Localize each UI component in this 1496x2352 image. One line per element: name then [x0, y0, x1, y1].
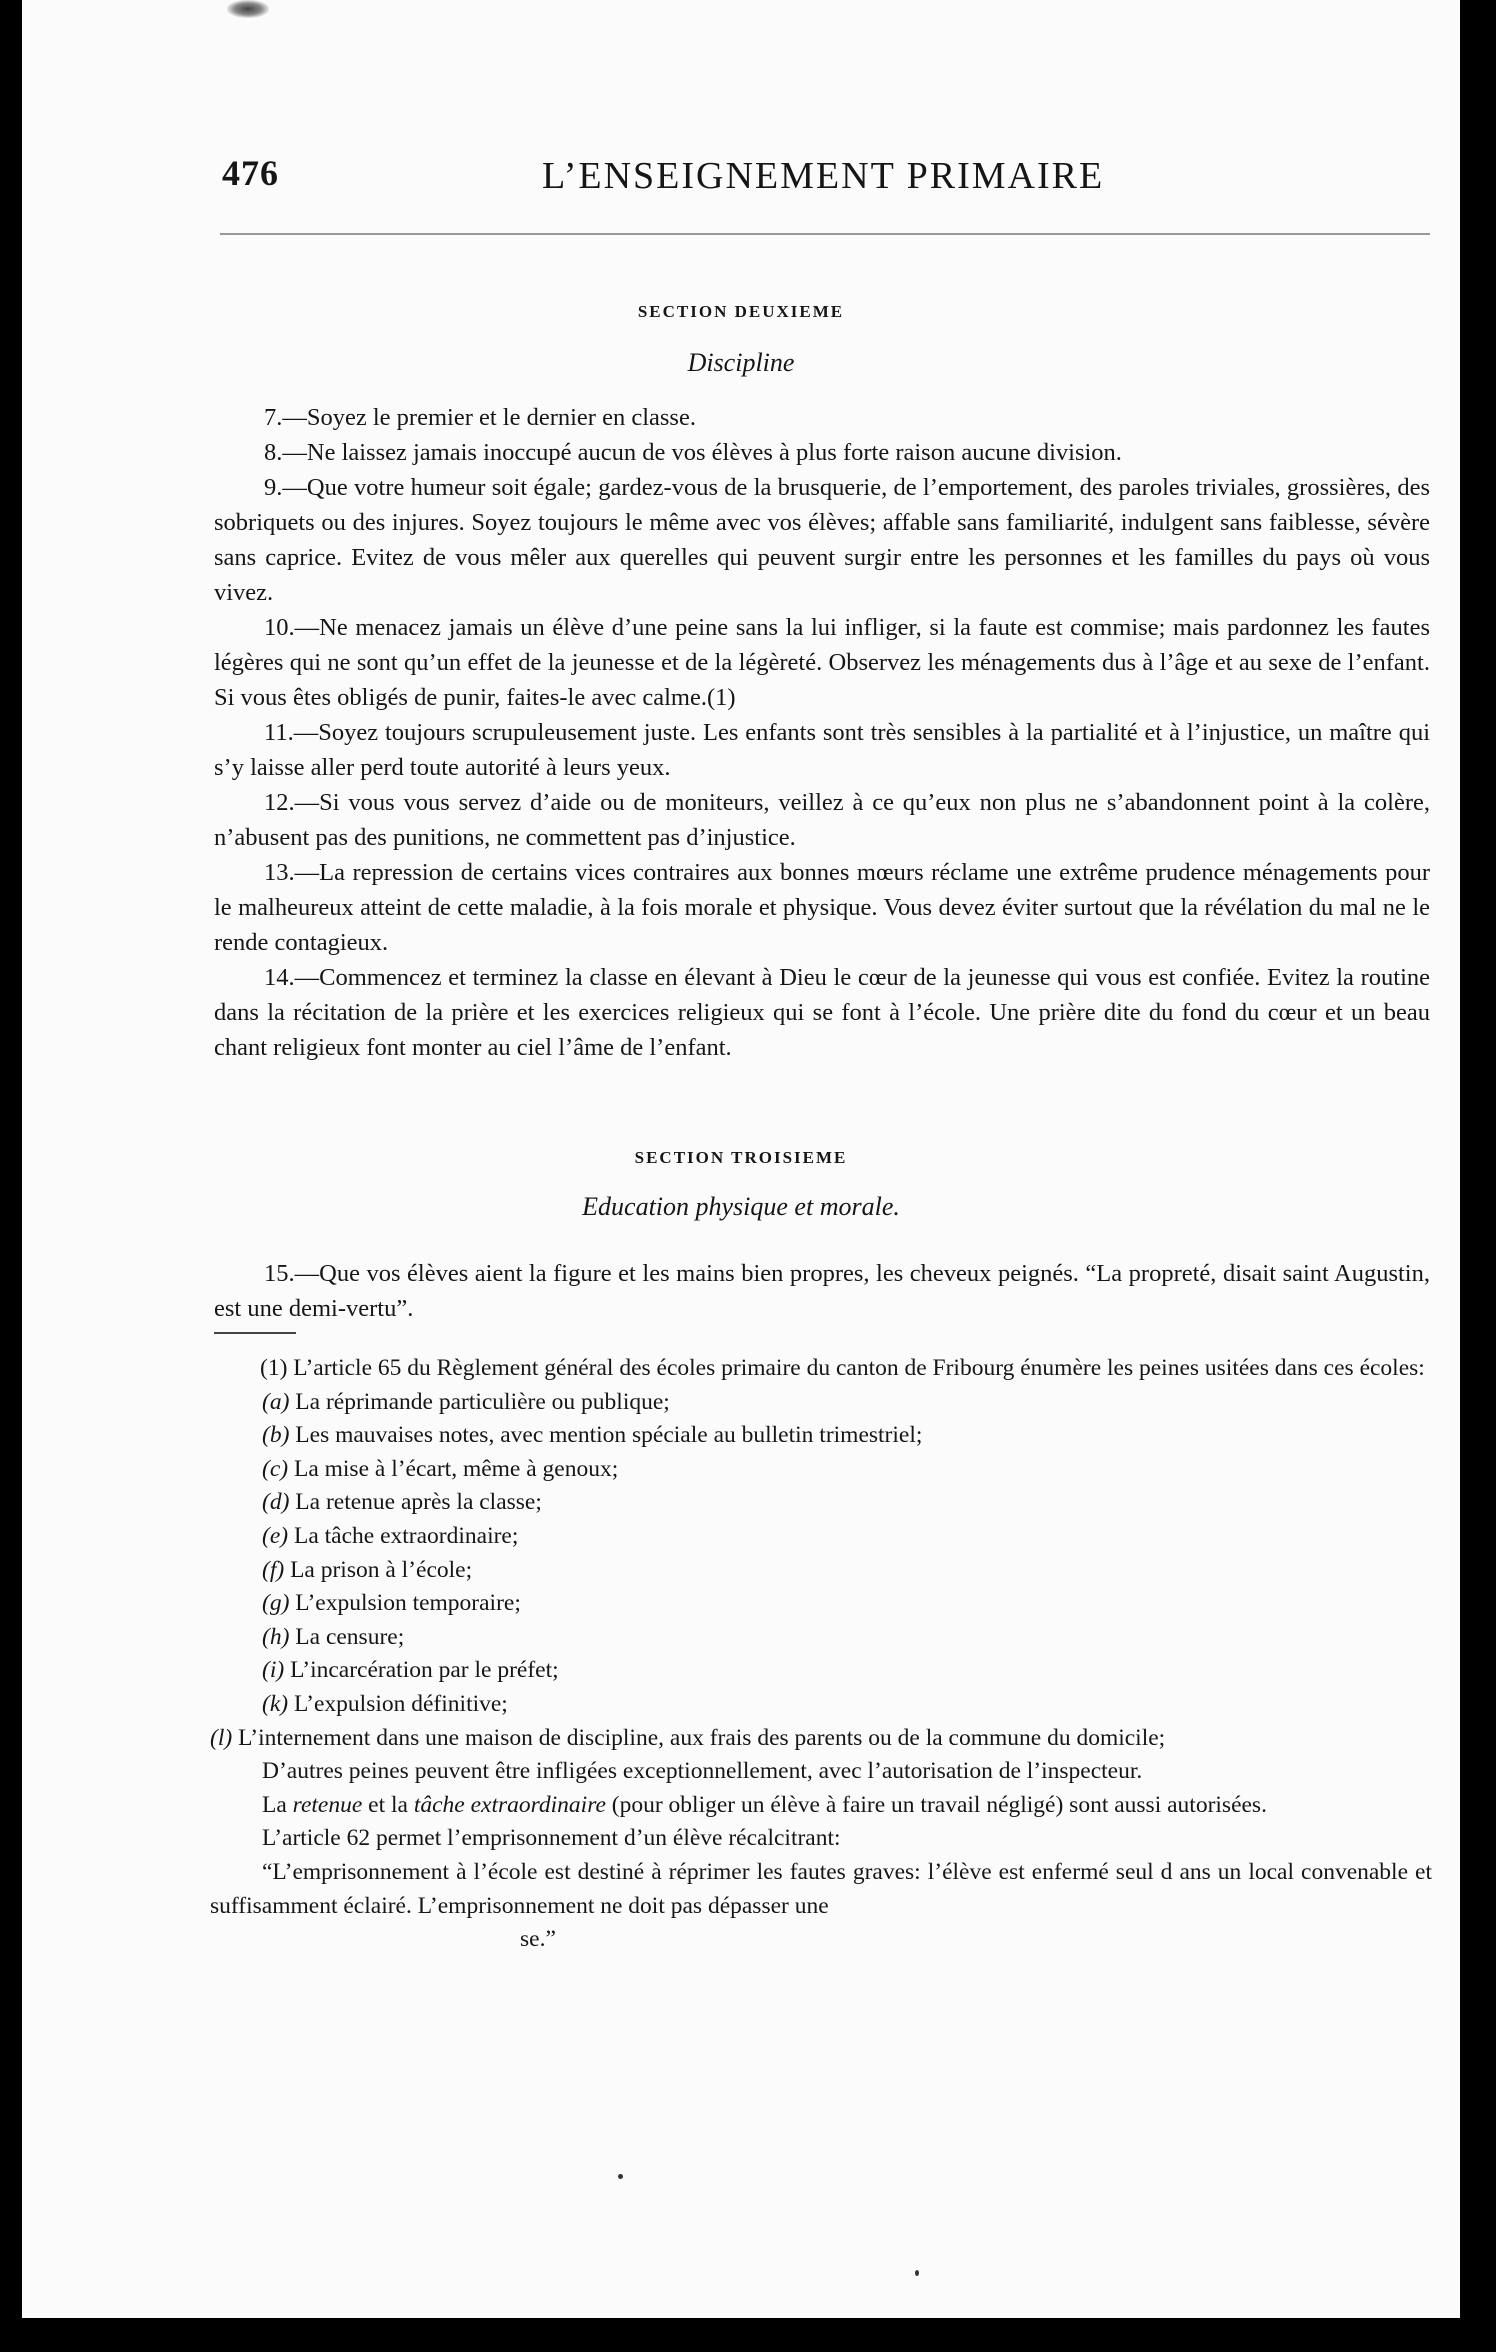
running-title: L’ENSEIGNEMENT PRIMAIRE — [542, 155, 1105, 197]
section-title-troisieme: SECTION TROISIEME — [634, 1148, 848, 1167]
running-head — [22, 150, 1460, 210]
authorized-term-retenue: retenue — [292, 1791, 363, 1818]
rule-paragraph: 9.—Que votre humeur soit égale; gardez-vous de la brusquerie, de l’emportement, des paroles triviales, grossières, des sobriquets ou des injures. Soyez toujours le même avec vos élèves; affable sans familiarité, indulgent sans faiblesse, sévère sans caprice. Evitez de vous mêler aux querelles qui peuvent surgir entre les personnes et les familles du pays où vous vivez. — [214, 474, 1430, 606]
footnote-authorized — [210, 1789, 1432, 1823]
penalty-letter: (g) — [262, 1590, 290, 1617]
footnote-quote-end: se.” — [520, 1926, 556, 1953]
rule-paragraph: 15.—Que vos élèves aient la figure et les mains bien propres, les cheveux peignés. “La propreté, disait saint Augustin, est une demi-vertu”. — [214, 1260, 1430, 1322]
penalty-text: L’internement dans une maison de discipline, aux frais des parents ou de la commune du domicile; — [238, 1724, 1166, 1751]
discipline-rules — [214, 400, 1430, 1065]
penalty-letter: (l) — [210, 1724, 233, 1751]
authorized-rest: (pour obliger un élève à faire un travail négligé) sont aussi autorisées. — [611, 1791, 1267, 1818]
penalty-item — [262, 1520, 1432, 1554]
penalty-text: La réprimande particulière ou publique; — [295, 1388, 670, 1415]
section-title-deuxieme: SECTION DEUXIEME — [637, 302, 845, 321]
penalty-letter: (i) — [262, 1657, 285, 1684]
penalty-text: La censure; — [295, 1623, 405, 1650]
section-subtitle-discipline: Discipline — [687, 348, 795, 377]
rule-paragraph: 7.—Soyez le premier et le dernier en classe. — [264, 404, 696, 431]
penalty-item — [262, 1486, 1432, 1520]
rule-paragraph: 8.—Ne laissez jamais inoccupé aucun de vos élèves à plus forte raison aucune division. — [264, 439, 1122, 466]
penalty-item — [262, 1654, 1432, 1688]
penalty-text: La tâche extraordinaire; — [293, 1522, 519, 1549]
penalty-text: L’expulsion temporaire; — [295, 1590, 521, 1617]
penalty-item — [262, 1688, 1432, 1722]
rule-paragraph: 13.—La repression de certains vices contraires aux bonnes mœurs réclame une extrême prudence ménagements pour le malheureux atteint de cette maladie, à la fois morale et physique. Vous devez éviter surtout que la révélation du mal ne le rende contagieux. — [214, 859, 1430, 956]
penalty-item — [262, 1453, 1432, 1487]
header-rule — [220, 233, 1430, 235]
rule-paragraph: 11.—Soyez toujours scrupuleusement juste. Les enfants sont très sensibles à la partialité et à l’injustice, un maître qui s’y laisse aller perd toute autorité à leurs yeux. — [214, 719, 1430, 781]
penalty-text: La mise à l’écart, même à genoux; — [293, 1455, 619, 1482]
scan-corner-mark — [227, 0, 269, 18]
authorized-term-tache: tâche extraordinaire — [413, 1791, 606, 1818]
penalty-item — [262, 1587, 1432, 1621]
penalty-list — [210, 1386, 1432, 1756]
rule-paragraph: 14.—Commencez et terminez la classe en élevant à Dieu le cœur de la jeunesse qui vous est confiée. Evitez la routine dans la récitation de la prière et les exercices religieux qui se font à l’école. Une prière dite du fond du cœur et un beau chant religieux font monter au ciel l’âme de l’enfant. — [214, 964, 1430, 1061]
authorized-la: La — [262, 1791, 287, 1818]
footnote-intro: (1) L’article 65 du Règlement général des écoles primaire du canton de Fribourg énumère les peines usitées dans ces écoles: — [260, 1355, 1425, 1381]
authorized-et-la: et la — [368, 1791, 408, 1818]
penalty-text: L’incarcération par le préfet; — [290, 1657, 559, 1684]
penalty-text: Les mauvaises notes, avec mention spéciale au bulletin trimestriel; — [295, 1422, 923, 1449]
penalty-letter: (f) — [262, 1556, 285, 1583]
penalty-text: La prison à l’école; — [290, 1556, 473, 1583]
book-page — [22, 0, 1460, 2318]
rule-paragraph: 10.—Ne menacez jamais un élève d’une peine sans la lui infliger, si la faute est commise; mais pardonnez les fautes légères qui ne sont qu’un effet de la jeunesse et de la légèreté. Observez les ménagements dus à l’âge et au sexe de l’enfant. Si vous êtes obligés de punir, faites-le avec calme.(1) — [214, 614, 1430, 711]
penalty-letter: (a) — [262, 1388, 290, 1415]
penalty-item — [262, 1386, 1432, 1420]
penalty-item — [262, 1419, 1432, 1453]
scan-speck — [915, 2270, 919, 2276]
penalty-text: L’expulsion définitive; — [293, 1690, 508, 1717]
footnote-article-62: L’article 62 permet l’emprisonnement d’un élève récalcitrant: — [262, 1825, 841, 1852]
penalty-item — [262, 1554, 1432, 1588]
penalty-letter: (c) — [262, 1455, 289, 1482]
penalty-letter: (b) — [262, 1422, 290, 1449]
rule-paragraph: 12.—Si vous vous servez d’aide ou de moniteurs, veillez à ce qu’eux non plus ne s’abandonnent point à la colère, n’abusent pas des punitions, ne commettent pas d’injustice. — [214, 789, 1430, 851]
penalty-item — [210, 1722, 1432, 1756]
penalty-text: La retenue après la classe; — [295, 1489, 542, 1516]
footnote-other-penalties: D’autres peines peuvent être infligées exceptionnellement, avec l’autorisation de l’inspecteur. — [262, 1758, 1143, 1785]
scan-speck — [618, 2174, 623, 2179]
penalty-letter: (e) — [262, 1522, 289, 1549]
footnote-quote: “L’emprisonnement à l’école est destiné à réprimer les fautes graves: l’élève est enfermé seul d ans un local convenable et suffisamment éclairé. L’emprisonnement ne doit pas dépasser une — [210, 1858, 1432, 1919]
penalty-letter: (d) — [262, 1489, 290, 1516]
education-rules — [214, 1256, 1430, 1326]
footnote — [210, 1352, 1432, 1957]
section-subtitle-education: Education physique et morale. — [582, 1192, 900, 1221]
penalty-letter: (k) — [262, 1690, 289, 1717]
page-number: 476 — [222, 153, 279, 193]
penalty-item — [262, 1621, 1432, 1655]
penalty-letter: (h) — [262, 1623, 290, 1650]
footnote-rule — [214, 1332, 296, 1334]
